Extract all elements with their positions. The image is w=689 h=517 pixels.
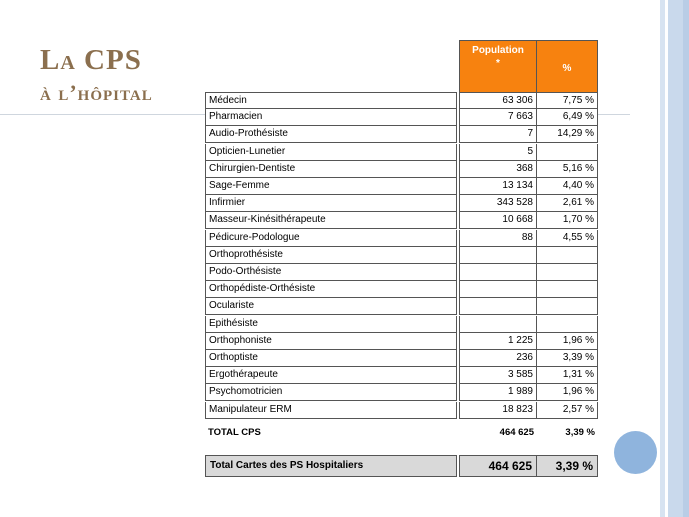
- table-row: [205, 144, 598, 161]
- percent-cell: 1,96 %: [537, 333, 598, 350]
- percent-cell: 7,75 %: [537, 92, 598, 109]
- population-cell: 7: [459, 126, 537, 143]
- percent-cell: 4,55 %: [537, 230, 598, 247]
- profession-cell: Masseur-Kinésithérapeute: [205, 212, 457, 229]
- title-rule-left: [0, 114, 205, 115]
- profession-cell: Orthoptiste: [205, 350, 457, 367]
- profession-cell: Orthoprothésiste: [205, 247, 457, 264]
- profession-cell: Oculariste: [205, 298, 457, 315]
- table-row: [205, 402, 598, 419]
- percent-cell: 6,49 %: [537, 109, 598, 126]
- cps-table: [205, 40, 598, 477]
- table-row: [205, 367, 598, 384]
- population-cell: [459, 247, 537, 264]
- profession-cell: Pharmacien: [205, 109, 457, 126]
- table-header: [459, 40, 598, 92]
- population-cell: 88: [459, 230, 537, 247]
- profession-cell: Opticien-Lunetier: [205, 144, 457, 161]
- percent-cell: 1,96 %: [537, 384, 598, 401]
- profession-cell: Ergothérapeute: [205, 367, 457, 384]
- percent-cell: [537, 316, 598, 333]
- population-cell: 13 134: [459, 178, 537, 195]
- percent-cell: 2,57 %: [537, 402, 598, 419]
- population-cell: 18 823: [459, 402, 537, 419]
- side-bar-decoration: [683, 0, 689, 517]
- total-population: 464 625: [499, 427, 534, 438]
- profession-cell: Orthopédiste-Orthésiste: [205, 281, 457, 298]
- percent-cell: 3,39 %: [537, 350, 598, 367]
- population-cell: 3 585: [459, 367, 537, 384]
- table-row: [205, 212, 598, 229]
- population-cell: 1 989: [459, 384, 537, 401]
- profession-cell: Audio-Prothésiste: [205, 126, 457, 143]
- population-cell: 1 225: [459, 333, 537, 350]
- table-row: [205, 298, 598, 315]
- table-row: [205, 350, 598, 367]
- table-row: [205, 109, 598, 126]
- profession-cell: Manipulateur ERM: [205, 402, 457, 419]
- slide-title-line1: La CPS: [40, 44, 142, 76]
- header-population-label: Population: [472, 45, 524, 56]
- grand-total-percent: 3,39 %: [537, 455, 598, 477]
- profession-cell: Pédicure-Podologue: [205, 230, 457, 247]
- slide-title-line2: à l’hôpital: [40, 80, 153, 105]
- population-cell: 5: [459, 144, 537, 161]
- population-cell: [459, 281, 537, 298]
- total-label: TOTAL CPS: [208, 427, 261, 438]
- decorative-circle: [614, 431, 657, 474]
- table-row: [205, 247, 598, 264]
- profession-cell: Chirurgien-Dentiste: [205, 161, 457, 178]
- side-bar-decoration: [660, 0, 665, 517]
- profession-cell: Psychomotricien: [205, 384, 457, 401]
- profession-cell: Orthophoniste: [205, 333, 457, 350]
- population-cell: [459, 264, 537, 281]
- population-cell: 236: [459, 350, 537, 367]
- header-percent: %: [537, 40, 598, 92]
- percent-cell: 5,16 %: [537, 161, 598, 178]
- percent-cell: [537, 281, 598, 298]
- population-cell: 368: [459, 161, 537, 178]
- table-row: [205, 230, 598, 247]
- table-row: [205, 195, 598, 212]
- population-cell: 10 668: [459, 212, 537, 229]
- profession-cell: Podo-Orthésiste: [205, 264, 457, 281]
- table-row: [205, 264, 598, 281]
- population-cell: [459, 316, 537, 333]
- percent-cell: 1,31 %: [537, 367, 598, 384]
- table-row: [205, 316, 598, 333]
- slide-title: [40, 44, 153, 110]
- table-row: [205, 384, 598, 401]
- grand-total-population: 464 625: [459, 455, 537, 477]
- grand-total-row: [205, 455, 598, 477]
- percent-cell: [537, 144, 598, 161]
- population-cell: 63 306: [459, 92, 537, 109]
- population-cell: 343 528: [459, 195, 537, 212]
- profession-cell: Infirmier: [205, 195, 457, 212]
- title-rule-right: [598, 114, 630, 115]
- percent-cell: 14,29 %: [537, 126, 598, 143]
- population-cell: 7 663: [459, 109, 537, 126]
- table-row: [205, 92, 598, 109]
- total-percent: 3,39 %: [565, 427, 595, 438]
- table-row: [205, 161, 598, 178]
- table-row: [205, 333, 598, 350]
- profession-cell: Epithésiste: [205, 316, 457, 333]
- header-population: [459, 40, 537, 92]
- percent-cell: 2,61 %: [537, 195, 598, 212]
- percent-cell: [537, 264, 598, 281]
- percent-cell: [537, 298, 598, 315]
- table-row: [205, 281, 598, 298]
- percent-cell: [537, 247, 598, 264]
- total-cps-row: [205, 424, 598, 442]
- header-population-mark: *: [496, 58, 500, 69]
- percent-cell: 4,40 %: [537, 178, 598, 195]
- population-cell: [459, 298, 537, 315]
- table-row: [205, 126, 598, 143]
- profession-cell: Médecin: [205, 92, 457, 109]
- percent-cell: 1,70 %: [537, 212, 598, 229]
- grand-total-label: Total Cartes des PS Hospitaliers: [205, 455, 457, 477]
- table-row: [205, 178, 598, 195]
- profession-cell: Sage-Femme: [205, 178, 457, 195]
